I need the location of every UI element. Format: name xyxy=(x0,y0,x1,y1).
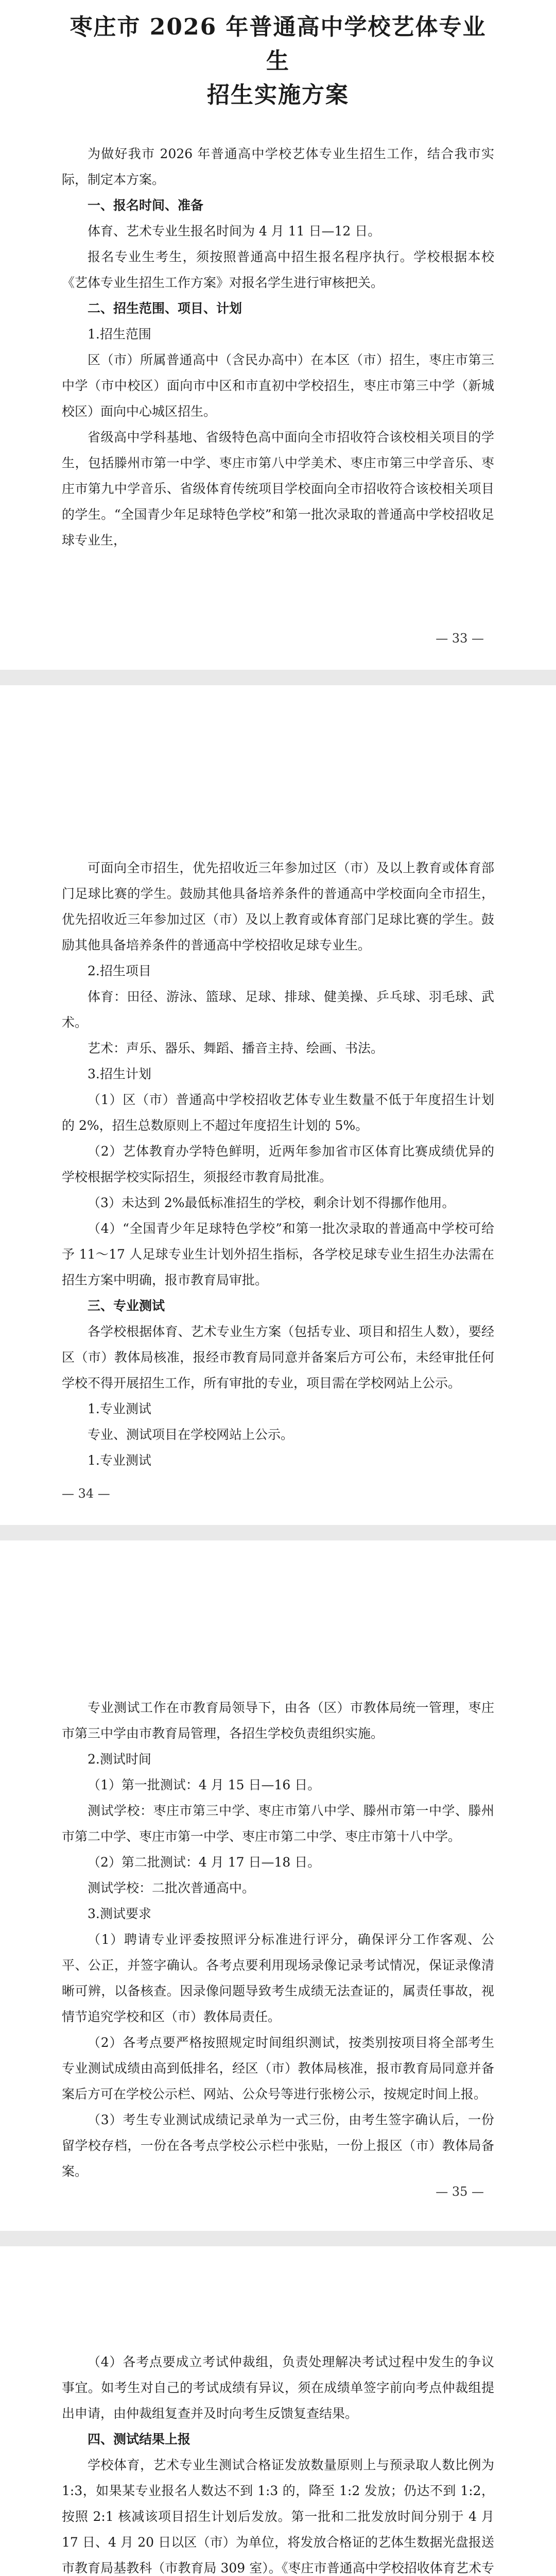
body-paragraph: （3）未达到 2%最低标准招生的学校，剩余计划不得挪作他用。 xyxy=(88,1195,455,1210)
page-3 xyxy=(0,1540,556,2231)
body-paragraph: 3.测试要求 xyxy=(88,1906,151,1921)
body-paragraph: 各学校根据体育、艺术专业生方案（包括专业、项目和招生人数），要经区（市）教体局核准，报经市教育局同意并备案后方可公布，未经审批任何学校不得开展招生工作，所有审批的专业，项目需在学校网站上公示。 xyxy=(62,1324,494,1391)
page-1-body xyxy=(62,141,494,553)
body-paragraph: 2.测试时间 xyxy=(88,1752,151,1767)
body-paragraph: 1.专业测试 xyxy=(88,1401,151,1416)
body-paragraph: 省级高中学科基地、省级特色高中面向全市招收符合该校相关项目的学生，包括滕州市第一中学、枣庄市第八中学美术、枣庄市第三中学音乐、枣庄市第九中学音乐、省级体育传统项目学校面向全市招收符合该校相关项目的学生。“全国青少年足球特色学校”和第一批次录取的普通高中学校招收足球专业生， xyxy=(62,430,494,548)
body-paragraph: （1）聘请专业评委按照评分标准进行评分，确保评分工作客观、公平、公正，并签字确认。各考点要利用现场录像记录考试情况，保证录像清晰可辨，以备核查。因录像问题导致考生成绩无法查证的，属责任事故，视情节追究学校和区（市）教体局责任。 xyxy=(62,1932,494,2024)
body-paragraph: （1）区（市）普通高中学校招收艺体专业生数量不低于年度招生计划的 2%，招生总数原则上不超过年度招生计划的 5%。 xyxy=(62,1092,494,1133)
body-paragraph: 测试学校：二批次普通高中。 xyxy=(88,1880,255,1895)
title-line-2: 招生实施方案 xyxy=(207,82,349,108)
page-4 xyxy=(0,2246,556,2576)
body-paragraph: 体育、艺术专业生报名时间为 4 月 11 日—12 日。 xyxy=(88,224,381,239)
body-paragraph: （2）第二批测试：4 月 17 日—18 日。 xyxy=(88,1855,321,1870)
body-paragraph: 为做好我市 2026 年普通高中学校艺体专业生招生工作，结合我市实际，制定本方案。 xyxy=(62,146,494,187)
body-paragraph: 2.招生项目 xyxy=(88,963,151,978)
body-paragraph: （3）考生专业测试成绩记录单为一式三份，由考生签字确认后，一份留学校存档，一份在各考点学校公示栏中张贴，一份上报区（市）教体局备案。 xyxy=(62,2112,494,2179)
page-4-body xyxy=(62,2349,494,2576)
page-number: — 34 — xyxy=(62,1486,110,1501)
body-paragraph: 1.专业测试 xyxy=(88,1453,151,1468)
body-paragraph: （1）第一批测试：4 月 15 日—16 日。 xyxy=(88,1777,321,1792)
body-paragraph: 学校体育，艺术专业生测试合格证发放数量原则上与预录取人数比例为 1:3，如果某专业报名人数达不到 1:3 的，降至 1:2 发放；仍达不到 1:2，按照 2:1 核减该项目招生计划后发放。第一批和二批发放时间分别于 4 月 17 日、4 月 20 日以区（市）为单位，将发放合格证的艺体生数据光盘报送市教育局基教科（市教育局 309 室）。《枣庄市普通高中学校招收体育艺术专 xyxy=(62,2458,494,2575)
body-paragraph: （4）各考点要成立考试仲裁组，负责处理解决考试过程中发生的争议事宜。如考生对自己的考试成绩有异议，须在成绩单签字前向考点仲裁组提出申请，由仲裁组复查并及时向考生反馈复查结果。 xyxy=(62,2354,494,2421)
document-title xyxy=(62,10,494,112)
section-heading: 三、专业测试 xyxy=(88,1298,165,1313)
page-1 xyxy=(0,0,556,670)
page-2-body xyxy=(62,855,494,1473)
title-line-1: 枣庄市 2026 年普通高中学校艺体专业生 xyxy=(70,14,486,74)
body-paragraph: 区（市）所属普通高中（含民办高中）在本区（市）招生，枣庄市第三中学（市中校区）面向市中区和市直初中学校招生，枣庄市第三中学（新城校区）面向中心城区招生。 xyxy=(62,352,494,419)
body-paragraph: 可面向全市招生，优先招收近三年参加过区（市）及以上教育或体育部门足球比赛的学生。鼓励其他具备培养条件的普通高中学校面向全市招生，优先招收近三年参加过区（市）及以上教育或体育部门足球比赛的学生。鼓励其他具备培养条件的普通高中学校招收足球专业生。 xyxy=(62,860,494,953)
page-number: — 33 — xyxy=(436,631,484,646)
section-heading: 二、招生范围、项目、计划 xyxy=(88,301,242,316)
section-heading: 四、测试结果上报 xyxy=(88,2432,191,2447)
page-number: — 35 — xyxy=(436,2184,484,2199)
body-paragraph: （4）“全国青少年足球特色学校”和第一批次录取的普通高中学校可给予 11～17 人足球专业生计划外招生指标，各学校足球专业生招生办法需在招生方案中明确，报市教育局审批。 xyxy=(62,1221,494,1287)
body-paragraph: 专业、测试项目在学校网站上公示。 xyxy=(88,1427,294,1442)
body-paragraph: 艺术：声乐、器乐、舞蹈、播音主持、绘画、书法。 xyxy=(88,1041,384,1056)
body-paragraph: （2）各考点要严格按照规定时间组织测试，按类别按项目将全部考生专业测试成绩由高到低排名，经区（市）教体局核准，报市教育局同意并备案后方可在学校公示栏、网站、公众号等进行张榜公示，按规定时间上报。 xyxy=(62,2035,494,2102)
body-paragraph: 测试学校：枣庄市第三中学、枣庄市第八中学、滕州市第一中学、滕州市第二中学、枣庄市第一中学、枣庄市第二中学、枣庄市第十八中学。 xyxy=(62,1803,494,1844)
body-paragraph: 报名专业生考生，须按照普通高中招生报名程序执行。学校根据本校《艺体专业生招生工作方案》对报名学生进行审核把关。 xyxy=(62,249,494,290)
body-paragraph: 体育：田径、游泳、篮球、足球、排球、健美操、乒乓球、羽毛球、武术。 xyxy=(62,989,494,1030)
page-3-body xyxy=(62,1695,494,2184)
body-paragraph: （2）艺体教育办学特色鲜明，近两年参加省市区体育比赛成绩优异的学校根据学校实际招生，须报经市教育局批准。 xyxy=(62,1144,494,1184)
body-paragraph: 专业测试工作在市教育局领导下，由各（区）市教体局统一管理，枣庄市第三中学由市教育局管理，各招生学校负责组织实施。 xyxy=(62,1700,494,1741)
body-paragraph: 1.招生范围 xyxy=(88,327,151,342)
section-heading: 一、报名时间、准备 xyxy=(88,198,204,213)
body-paragraph: 3.招生计划 xyxy=(88,1066,151,1081)
page-2 xyxy=(0,685,556,1525)
